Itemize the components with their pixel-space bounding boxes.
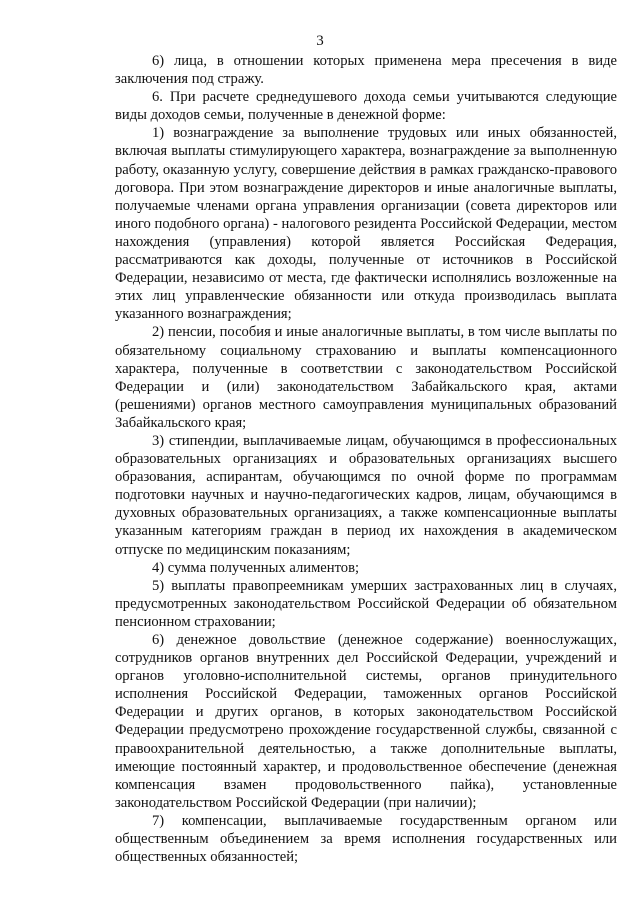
paragraph-item-1-remuneration: 1) вознаграждение за выполнение трудовых или иных обязанностей, включая выплаты стимулирующего характера, вознаграждение за выполненную работу, оказанную услугу, совершение действия в рамках гражданско-правового договора. При этом вознаграждение директоров и иные аналогичные выплаты, получаемые членами органа управления организации (совета директоров или иного подобного органа) - налогового резидента Российской Федерации, местом нахождения (управления) которой является Российская Федерация, рассматриваются как доходы, полученные от источников в Российской Федерации, независимо от места, где фактически исполнялись возложенные на этих лиц управленческие обязанности или откуда производилась выплата указанного вознаграждения; [115,125,617,323]
paragraph-item-2-pensions: 2) пенсии, пособия и иные аналогичные выплаты, в том числе выплаты по обязательному социальному страхованию и выплаты компенсационного характера, полученные в соответствии с законодательством Российской Федерации и (или) законодательством Забайкальского края, актами (решениями) органов местного самоуправления муниципальных образований Забайкальского края; [115,324,617,431]
paragraph-item-3-stipends: 3) стипендии, выплачиваемые лицам, обучающимся в профессиональных образовательных организациях и образовательных организациях высшего образования, аспирантам, обучающимся по очной форме по программам подготовки научных и научно-педагогических кадров, лицам, обучающимся в духовных образовательных организациях, а также компенсационные выплаты указанным категориям граждан в период их нахождения в академическом отпуске по медицинским показаниям; [115,432,617,558]
paragraph-item-6-allowance: 6) денежное довольствие (денежное содержание) военнослужащих, сотрудников органов внутренних дел Российской Федерации, учреждений и органов уголовно-исполнительной системы, органов принудительного исполнения Российской Федерации, таможенных органов Российской Федерации и других органов, в которых законодательством Российской Федерации предусмотрено прохождение государственной службы, связанной с правоохранительной деятельностью, а также дополнительные выплаты, имеющие постоянный характер, и продовольственное обеспечение (денежная компенсация взамен продовольственного пайка), установленные законодательством Российской Федерации (при наличии); [115,632,617,811]
paragraph-item-5-successors: 5) выплаты правопреемникам умерших застрахованных лиц в случаях, предусмотренных законодательством Российской Федерации об обязательном пенсионном страховании; [115,577,617,630]
paragraph-section-6-intro: 6. При расчете среднедушевого дохода семьи учитываются следующие виды доходов семьи, полученные в денежной форме: [115,89,617,124]
document-body [115,52,617,866]
page-number: 3 [316,33,324,49]
paragraph-item-4-alimony: 4) сумма полученных алиментов; [152,559,360,576]
paragraph-item-6-detention: 6) лица, в отношении которых применена мера пресечения в виде заключения под стражу. [115,53,617,88]
paragraph-item-7-compensation: 7) компенсации, выплачиваемые государственным органом или общественным объединением за время исполнения государственных или общественных обязанностей; [115,812,617,866]
